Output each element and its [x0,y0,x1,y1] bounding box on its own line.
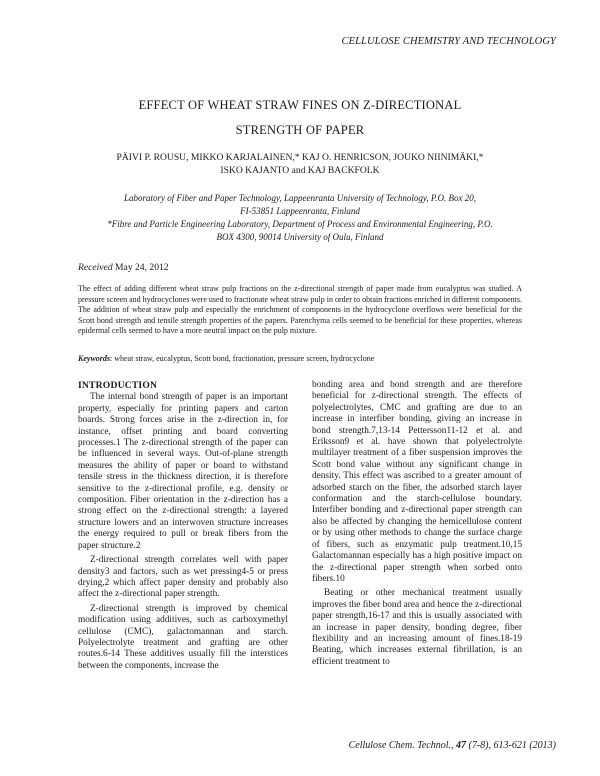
title-line-1: EFFECT OF WHEAT STRAW FINES ON Z-DIRECTIONAL [138,98,462,112]
received-date: May 24, 2012 [115,262,169,273]
affiliation-1-line-1: Laboratory of Fiber and Paper Technology, Lappeenranta University of Technology, P.O. Box 20, [124,193,476,203]
footer-journal: Cellulose Chem. Technol., [348,740,454,751]
journal-name: CELLULOSE CHEMISTRY AND TECHNOLOGY [341,36,556,47]
right-column [312,380,522,668]
footer-volume: 47 [456,740,467,751]
affiliation-1-line-2: FI-53851 Lappeenranta, Finland [240,206,360,216]
authors-line-2: ISKO KAJANTO and KAJ BACKFOLK [220,165,380,176]
author-list [60,151,540,177]
paper-title [60,93,540,143]
abstract: The effect of adding different wheat straw pulp fractions on the z-directional strength of paper made from eucalyptus was studied. A pressure screen and hydrocyclones were used to fractionate wheat straw pulp in order to obtain fractions enriched in different components. The addition of wheat straw pulp and especially the enrichment of components in the hydrocyclone overflows were beneficial for the Scott bond strength and tensile strength properties of the papers. Parenchyma cells seemed to be beneficial for these properties, whereas epidermal cells seemed to have a more neutral impact on the pulp mixture. [78,284,522,336]
keywords-list: : wheat straw, eucalyptus, Scott bond, fractionation, pressure screen, hydrocyclone [110,354,375,363]
body-paragraph: Beating or other mechanical treatment usually improves the fiber bond area and hence the z-directional paper strength,16-17 and this is usually associated with an increase in paper density, bonding degree, fiber flexibility and an increasing amount of fines.18-19 Beating, which increases external fibrillation, is an efficient treatment to [312,588,522,667]
affiliation-2-line-1: *Fibre and Particle Engineering Laboratory, Department of Process and Environmental Engineering, P.O. [107,219,493,229]
body-paragraph: bonding area and bond strength and are therefore beneficial for z-directional strength. The effects of polyelectrolytes, CMC and grafting are due to an increase in interfiber bonding, giving an increase in bond strength.7,13-14 Pettersson11-12 et al. and Eriksson9 et al. have shown that polyelectrolyte multilayer treatment of a fiber suspension improves the Scott bond value without any significant change in density. This effect was ascribed to a greater amount of adsorbed starch on the fiber, the adsorbed starch layer conformation and the starch-cellulose boundary. Interfiber bonding and z-directional paper strength can also be affected by changing the hemicellulose content or by using other methods to change the surface charge of fibers, such as enzymatic pulp treatment.10,15 Galactomannan especially has a high positive impact on the z-directional paper strength when sorbed onto fibers.10 [312,380,522,584]
received-date-line [78,262,169,273]
title-line-2: STRENGTH OF PAPER [235,123,365,137]
affiliations [70,192,530,244]
authors-line-1: PÄIVI P. ROUSU, MIKKO KARJALAINEN,* KAJ O. HENRICSON, JOUKO NIINIMÄKI,* [116,152,484,163]
keywords [78,354,522,365]
received-label: Received [78,262,113,273]
body-paragraph: Z-directional strength correlates well with paper density3 and factors, such as wet pressing4-5 or press drying,2 which affect paper density and probably also affect the z-directional paper strength. [78,555,288,600]
affiliation-2-line-2: BOX 4300, 90014 University of Oulu, Finland [216,232,384,242]
intro-heading: INTRODUCTION [78,380,158,391]
footer-issue-pages: (7-8), 613-621 (2013) [468,740,556,751]
keywords-label: Keywords [78,354,110,363]
body-paragraph: The internal bond strength of paper is an important property, especially for printing papers and carton boards. Strong forces arise in the z-direction in, for instance, offset printing and board converting processes.1 The z-directional strength of the paper can be influenced in several ways. Out-of-plane strength measures the ability of paper or board to withstand tensile stress in the thickness direction, it is therefore sensitive to the z-directional profile, e.g. density or composition. Fiber orientation in the z-direction has a strong effect on the z-directional strength: a layered structure lowers and an interwoven structure increases the energy required to pull or break fibers from the paper structure.2 [78,392,288,551]
body-paragraph: Z-directional strength is improved by chemical modification using additives, such as carboxymethyl cellulose (CMC), galactomannan and starch. Polyelectrolyte treatment and grafting are other routes.6-14 These additives usually fill the interstices between the components, increase the [78,603,288,671]
citation-footer [349,740,556,751]
left-column [78,380,288,672]
